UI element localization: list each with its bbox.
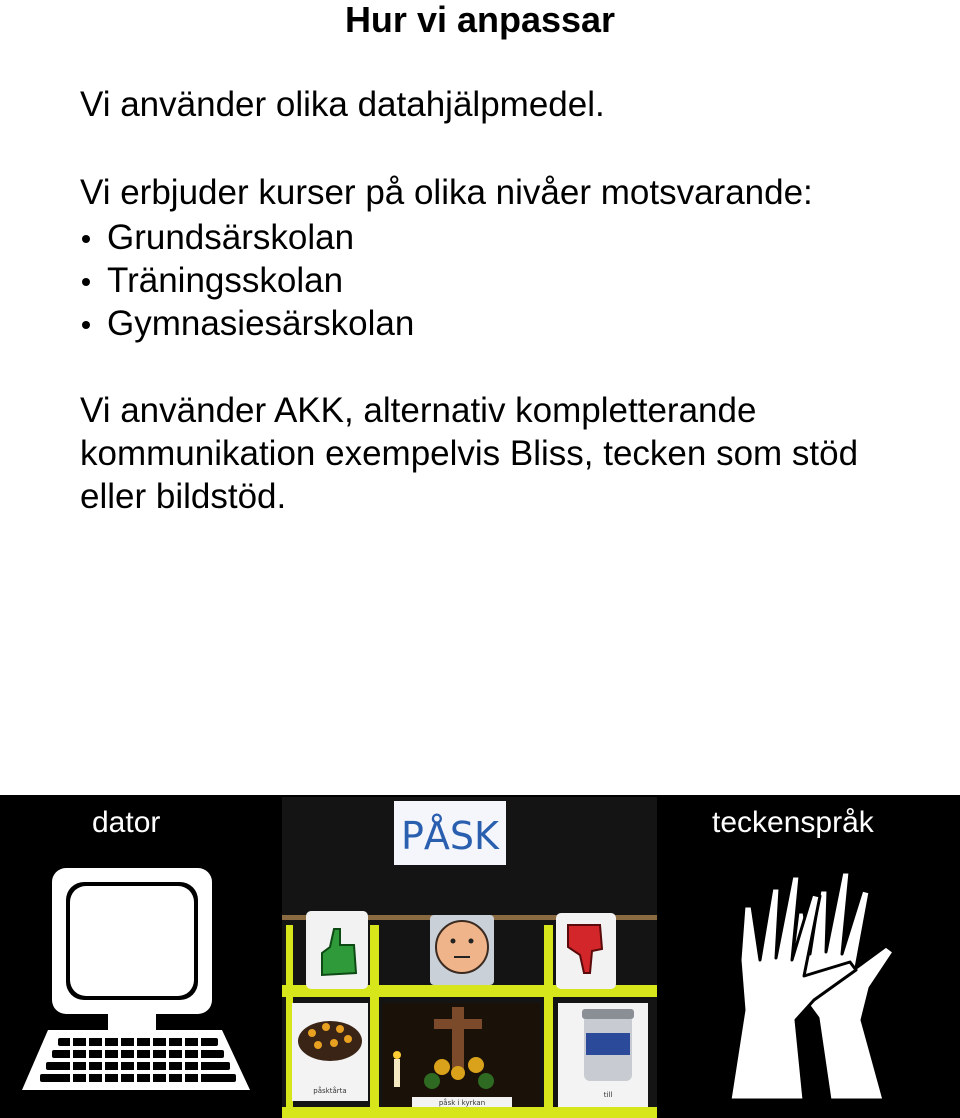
- neutral-face-icon: [430, 915, 494, 985]
- board-sign-text: PÅSK: [401, 814, 499, 858]
- computer-icon: [8, 862, 264, 1090]
- thumbs-up-icon: [306, 911, 368, 989]
- page-title: Hur vi anpassar: [344, 0, 616, 40]
- intro-text: Vi använder olika datahjälpmedel.: [80, 85, 605, 124]
- sign-language-label: teckenspråk: [712, 806, 874, 839]
- svg-text:till: till: [603, 1091, 613, 1099]
- list-item: Grundsärskolan: [80, 216, 414, 259]
- list-item: Träningsskolan: [80, 259, 414, 302]
- computer-label: dator: [92, 806, 161, 839]
- thumbs-down-icon: [556, 913, 616, 989]
- list-item: Gymnasiesärskolan: [80, 302, 414, 345]
- levels-list: [80, 216, 414, 345]
- levels-intro: Vi erbjuder kurser på olika nivåer motsvarande:: [80, 173, 813, 212]
- akk-text: Vi använder AKK, alternativ kompletterande kommunikation exempelvis Bliss, tecken som stöd eller bildstöd.: [80, 391, 859, 516]
- svg-text:påsktårta: påsktårta: [313, 1087, 347, 1095]
- svg-text:påsk i kyrkan: påsk i kyrkan: [438, 1099, 486, 1107]
- picture-board-photo: [282, 797, 657, 1118]
- signing-hands-icon: [700, 850, 950, 1110]
